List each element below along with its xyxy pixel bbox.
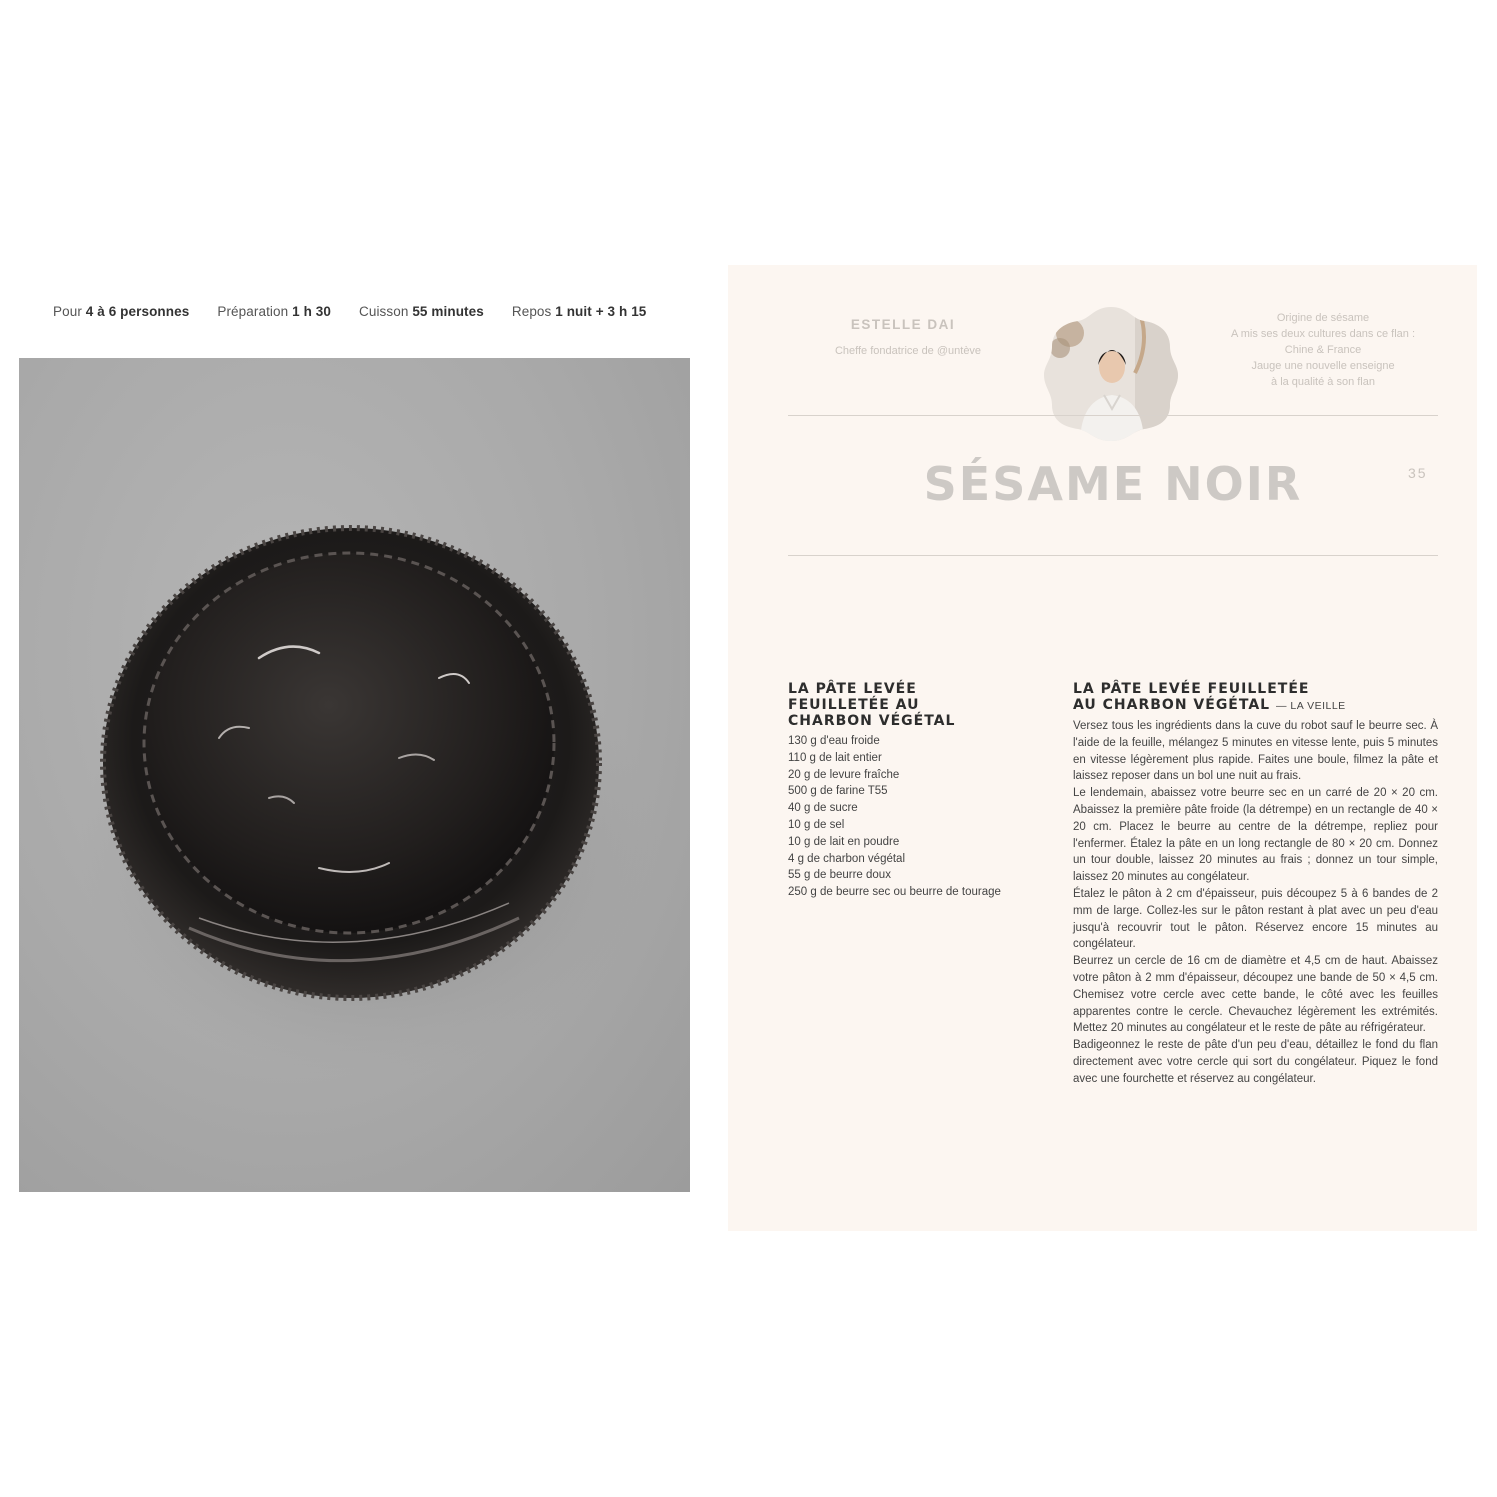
- ingredient-item: 250 g de beurre sec ou beurre de tourage: [788, 886, 1001, 899]
- instruction-paragraph: Badigeonnez le reste de pâte d'un peu d'eau, détaillez le fond du flan directement avec votre cercle qui sort du congélateur. Piquez le fond avec une fourchette et réservez au congélateur.: [1073, 1039, 1438, 1085]
- instructions-column: [1073, 681, 1438, 1088]
- ingredient-item: 10 g de sel: [788, 818, 845, 831]
- ingredient-item: 10 g de lait en poudre: [788, 835, 900, 848]
- ingredients-column: [788, 681, 1038, 901]
- ingredient-item: 40 g de sucre: [788, 802, 858, 815]
- ingredient-item: 55 g de beurre doux: [788, 869, 891, 882]
- recipe-title: SÉSAME NOIR: [923, 457, 1303, 511]
- chef-name: ESTELLE DAI: [850, 317, 956, 332]
- instructions-heading: LA PÂTE LEVÉE FEUILLETÉE AU CHARBON VÉGÉTAL — LA VEILLE: [1073, 681, 1346, 713]
- rest-time: Repos 1 nuit + 3 h 15: [511, 304, 647, 319]
- ingredient-item: 500 g de farine T55: [788, 785, 888, 798]
- quote-line: A mis ses deux cultures dans ce flan :: [1230, 328, 1416, 340]
- instruction-steps: [1073, 718, 1438, 1088]
- chef-portrait-image: [1040, 303, 1182, 445]
- recipe-page: [728, 265, 1477, 1231]
- ingredient-list: [788, 733, 1038, 901]
- quote-line: Origine de sésame: [1276, 312, 1370, 324]
- ingredient-item: 130 g d'eau froide: [788, 735, 880, 747]
- quote-line: Chine & France: [1284, 344, 1362, 356]
- servings: Pour 4 à 6 personnes: [53, 304, 190, 319]
- instruction-paragraph: Le lendemain, abaissez votre beurre sec en un carré de 20 × 20 cm. Abaissez la première pâte froide (la détrempe) en un rectangle de 40 × 20 cm. Placez le beurre au centre de la détrempe, repliez pour l'enfermer. Étalez la pâte en un long rectangle de 80 × 20 cm. Donnez un tour double, laissez 20 minutes au frais ; donnez un tour simple, laissez 20 minutes au congélateur.: [1073, 787, 1438, 884]
- instruction-paragraph: Étalez le pâton à 2 cm d'épaisseur, puis découpez 5 à 6 bandes de 2 mm de large. Collez-les sur le pâton restant à plat avec un peu d'eau jusqu'à recouvrir tout le pâton. Réservez encore 15 minutes au congélateur.: [1073, 887, 1438, 951]
- instruction-paragraph: Beurrez un cercle de 16 cm de diamètre et 4,5 cm de haut. Abaissez votre pâton à 2 mm d'épaisseur, découpez une bande de 50 × 4,5 cm. Chemisez votre cercle avec cette bande, le côté avec les feuilles apparentes contre le cercle. Chevauchez légèrement les extrémités. Mettez 20 minutes au congélateur et le reste de pâte au réfrigérateur.: [1073, 955, 1438, 1035]
- flan-photo: [19, 358, 690, 1192]
- ingredient-item: 4 g de charbon végétal: [788, 852, 906, 865]
- recipe-meta-row: [53, 304, 673, 319]
- instructions-subtitle: — LA VEILLE: [1275, 700, 1346, 712]
- ingredient-item: 110 g de lait entier: [788, 751, 882, 764]
- chef-role: Cheffe fondatrice de @untève: [834, 345, 982, 357]
- cook-time: Cuisson 55 minutes: [358, 304, 484, 319]
- black-sesame-flan-image: [19, 358, 690, 1192]
- ingredient-item: 20 g de levure fraîche: [788, 768, 900, 781]
- page-number: 35: [1408, 465, 1428, 481]
- chef-portrait: [1040, 303, 1182, 445]
- quote-line: à la qualité à son flan: [1271, 376, 1375, 388]
- prep-time: Préparation 1 h 30: [217, 304, 331, 319]
- instruction-paragraph: Versez tous les ingrédients dans la cuve du robot sauf le beurre sec. À l'aide de la feuille, mélangez 5 minutes en vitesse lente, puis 5 minutes en vitesse légèrement plus rapide. Faites une boule, filmez la pâte et laissez reposer dans un bol une nuit au frais.: [1073, 720, 1438, 783]
- chef-quote: [1198, 310, 1448, 390]
- ingredients-heading: LA PÂTE LEVÉE FEUILLETÉE AU CHARBON VÉGÉTAL: [788, 681, 956, 729]
- divider: [788, 555, 1438, 556]
- divider: [788, 415, 1438, 416]
- quote-line: Jauge une nouvelle enseigne: [1251, 360, 1395, 372]
